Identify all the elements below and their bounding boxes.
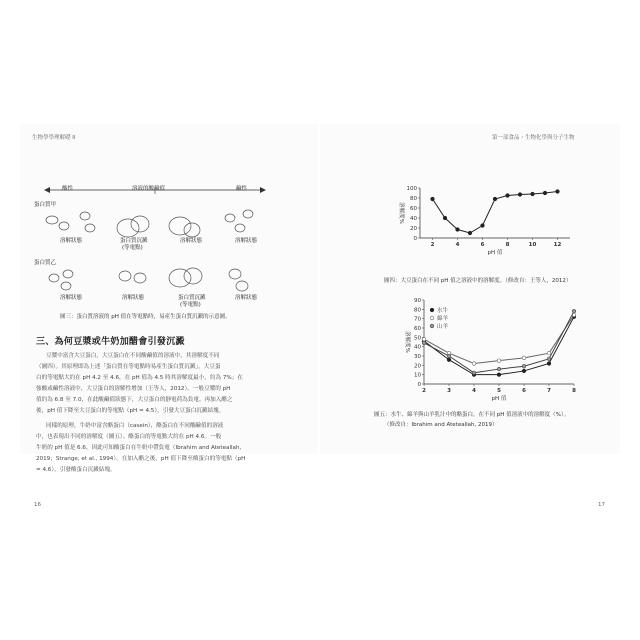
x-axis-label: pH 值 xyxy=(487,250,503,256)
data-point xyxy=(497,367,501,371)
protein-b-label: 蛋白質乙 xyxy=(34,260,57,266)
state-label: (等電點) xyxy=(180,302,201,308)
legend-label: 綿羊 xyxy=(437,316,449,322)
data-point xyxy=(547,362,551,366)
y-tick-label: 80 xyxy=(410,196,417,202)
x-tick-label: 3 xyxy=(447,388,451,394)
data-point xyxy=(531,192,535,196)
data-point xyxy=(497,373,501,377)
state-label: 溶解狀態 xyxy=(235,295,258,301)
state-label: (等電點) xyxy=(122,245,143,251)
right-running-header: 第一部食品・生物化學與分子生物 xyxy=(492,135,575,141)
figure4-caption: 圖四：大豆蛋白在不同 pH 值之溶液中的溶解度。（修改自：王等人，2012） xyxy=(384,278,572,284)
state-label: 溶解狀態 xyxy=(60,238,83,244)
x-tick-label: 7 xyxy=(547,388,551,394)
paragraph-line: 值約為 6.8 至 7.0，在此酸鹼值狀態下，大豆蛋白的靜電荷為負電。再加入醋之 xyxy=(36,397,233,403)
section-title: 三、為何豆漿或牛奶加醋會引發沉澱 xyxy=(36,337,185,347)
legend-marker xyxy=(430,324,434,328)
paragraph-line: 中，也表現出不同的溶解度（圖五）。酪蛋白的等電點大約在 pH 4.6。一般 xyxy=(36,434,222,440)
data-point xyxy=(422,341,426,345)
x-tick-label: 8 xyxy=(572,388,576,394)
data-point xyxy=(547,351,551,355)
ph-axis-base-label: 鹼性 xyxy=(236,186,248,192)
right-page-number: 17 xyxy=(598,502,605,508)
protein-cluster xyxy=(49,268,248,291)
paragraph-line: 強酸或鹼性溶液中，大豆蛋白的溶解性增加（王等人，2012）。一般豆漿的 pH xyxy=(36,386,231,392)
ph-arrow-tail xyxy=(44,187,50,193)
data-point xyxy=(522,369,526,373)
figure3-caption: 圖三：蛋白質溶液的 pH 值在等電點時，易產生蛋白質沉澱的示意圖。 xyxy=(60,314,231,320)
x-tick-label: 4 xyxy=(472,388,476,394)
state-label: 溶解狀態 xyxy=(122,295,145,301)
y-tick-label: 90 xyxy=(414,298,421,304)
data-point xyxy=(522,356,526,360)
paragraph-line: 2019；Strange, et al., 1994）。在加入醋之後，pH 值下降至酪蛋白的等電點（pH xyxy=(36,456,246,462)
y-tick-label: 0 xyxy=(413,236,417,242)
paragraph-line: 牛奶的 pH 值是 6.6，因此可知酪蛋白在牛奶中帶負電（Ibrahim and Ateteallah, xyxy=(36,445,242,451)
x-tick-label: 8 xyxy=(505,242,510,248)
x-tick-label: 2 xyxy=(422,388,426,394)
figure5-caption-line1: 圖五：水牛、綿羊與山羊乳汁中的酪蛋白，在不同 pH 值溶液中的溶解度（%）。 xyxy=(374,412,570,418)
y-tick-label: 60 xyxy=(410,206,417,212)
figure5-caption-line2: （修改自：Ibrahim and Ateteallah, 2019） xyxy=(384,422,498,428)
data-point xyxy=(468,231,472,235)
data-point xyxy=(543,191,547,195)
data-point xyxy=(447,354,451,358)
y-tick-label: 40 xyxy=(410,216,417,222)
state-label: 溶解狀態 xyxy=(180,238,203,244)
y-tick-label: 70 xyxy=(414,316,421,323)
data-point xyxy=(522,364,526,368)
data-point xyxy=(497,359,501,363)
data-point xyxy=(443,216,447,220)
paragraph-line: （圖四）。其原理即為上述「蛋白質在等電點時易產生蛋白質沉澱」。大豆蛋 xyxy=(36,364,221,370)
paragraph-line: 同樣的原理，牛奶中富含酪蛋白（casein），酪蛋白在不同酸鹼值的溶液 xyxy=(46,423,224,429)
data-point xyxy=(493,197,497,201)
state-label: 溶解狀態 xyxy=(235,238,258,244)
x-axis-label: pH 值 xyxy=(491,396,507,402)
legend-label: 水牛 xyxy=(437,308,449,314)
legend-marker xyxy=(430,308,434,312)
x-tick-label: 5 xyxy=(497,388,501,394)
paragraph-line: 後，pH 值下降至大豆蛋白的等電點（pH = 4.5），引發大豆蛋白沉澱結塊。 xyxy=(36,408,225,414)
data-point xyxy=(547,357,551,361)
paragraph-line: 白的等電點大約在 pH 4.2 至 4.6，在 pH 值為 4.5 時其溶解度最小，約為 7%；在 xyxy=(36,375,243,381)
x-tick-label: 6 xyxy=(522,388,526,394)
data-point xyxy=(447,358,451,362)
data-point xyxy=(431,197,435,201)
x-tick-label: 6 xyxy=(480,242,485,248)
protein-cluster xyxy=(46,210,253,237)
data-point xyxy=(472,371,476,375)
y-tick-label: 20 xyxy=(414,363,421,370)
data-point xyxy=(472,362,476,366)
y-tick-label: 20 xyxy=(410,226,417,232)
y-axis-label: 溶解度% xyxy=(404,331,410,353)
y-axis-label: 溶解度% xyxy=(398,202,404,224)
state-label: 蛋白質沉澱 xyxy=(178,295,206,301)
data-point xyxy=(506,194,510,198)
y-tick-label: 0 xyxy=(417,382,421,388)
legend-marker xyxy=(430,316,434,320)
x-tick-label: 2 xyxy=(430,242,435,248)
protein-a-label: 蛋白質甲 xyxy=(34,202,57,208)
x-tick-label: 4 xyxy=(455,242,460,248)
figure3-diagram xyxy=(30,178,310,328)
data-point xyxy=(556,190,560,194)
state-label: 溶解狀態 xyxy=(60,295,83,301)
data-point xyxy=(481,224,485,228)
figure5-chart xyxy=(384,294,594,412)
ph-axis-middle-label: 溶液的酸鹼值 xyxy=(132,186,166,192)
x-tick-label: 12 xyxy=(553,242,562,248)
series-line-2 xyxy=(424,315,574,364)
paragraph-line: 豆漿中富含大豆蛋白，大豆蛋白在不同酸鹼值的溶液中，其溶解度不同 xyxy=(46,353,220,359)
figure4-chart xyxy=(380,182,590,272)
legend-label: 山羊 xyxy=(437,324,449,330)
y-tick-label: 60 xyxy=(414,326,421,332)
data-point xyxy=(518,193,522,197)
data-point xyxy=(456,228,460,232)
ph-arrow-head xyxy=(260,187,266,193)
y-tick-label: 10 xyxy=(414,372,421,379)
y-tick-label: 40 xyxy=(414,344,421,351)
ph-axis-acid-label: 酸性 xyxy=(62,186,74,192)
y-tick-label: 30 xyxy=(414,354,421,360)
paragraph-line: = 4.6），引發酪蛋白沉澱結塊。 xyxy=(36,467,116,473)
left-running-header: 生物學學理解礎 II xyxy=(32,135,76,141)
y-tick-label: 50 xyxy=(414,335,421,342)
data-point xyxy=(422,337,426,341)
left-page-number: 16 xyxy=(34,502,41,508)
y-tick-label: 80 xyxy=(414,307,421,314)
x-tick-label: 10 xyxy=(528,242,537,248)
y-tick-label: 100 xyxy=(406,186,417,192)
state-label: 蛋白質沉澱 xyxy=(120,238,148,244)
data-point xyxy=(572,309,576,313)
